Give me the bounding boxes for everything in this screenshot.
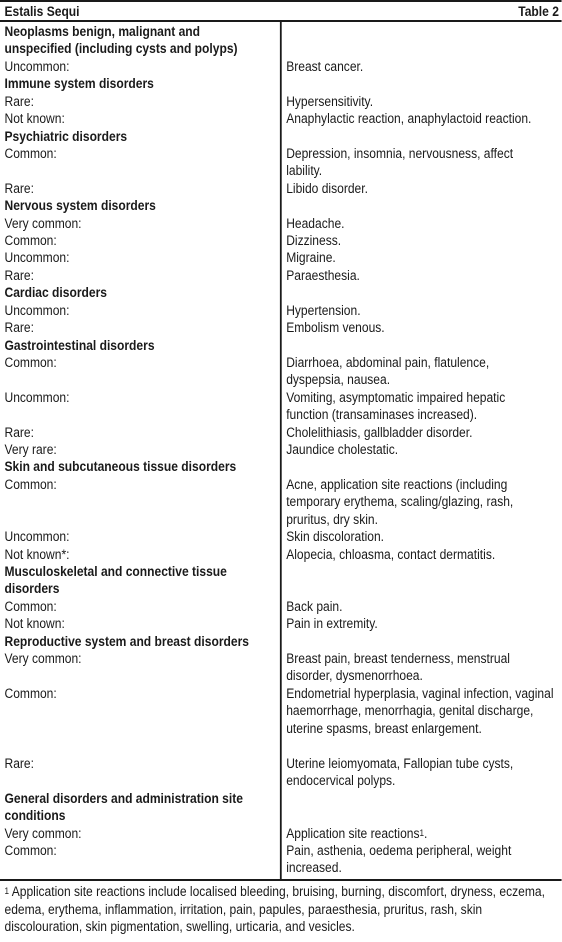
frequency-label: Uncommon: xyxy=(4,59,70,74)
reaction-term: Breast cancer. xyxy=(286,59,364,74)
frequency-label: Not known: xyxy=(4,111,65,126)
reaction-term: Pain, asthenia, oedema peripheral, weight increased. xyxy=(286,843,512,876)
reaction-term: Skin discoloration. xyxy=(286,529,385,544)
footnote-text: Application site reactions include localised bleeding, bruising, burning, discomfort, dryness, eczema, edema, erythema, inflammation, irritation, pain, papules, paraesthesia, pruritus, rash, skin discolouration, skin pigmentation, swelling, urticaria, and vesicles. xyxy=(4,884,545,935)
reaction-term: Hypertension. xyxy=(286,303,361,318)
reaction-term: Uterine leiomyomata, Fallopian tube cysts, endocervical polyps. xyxy=(286,756,514,789)
reaction-term: Hypersensitivity. xyxy=(286,94,374,109)
reaction-term: Acne, application site reactions (including temporary erythema, scaling/glazing, rash, pruritus, dry skin. xyxy=(286,477,514,527)
section-heading: Gastrointestinal disorders xyxy=(4,338,155,353)
frequency-label: Rare: xyxy=(4,268,34,283)
reaction-term: Libido disorder. xyxy=(286,181,368,196)
footnote xyxy=(5,883,559,936)
section-heading: Neoplasms benign, malignant and unspecified (including cysts and polyps) xyxy=(4,24,238,57)
frequency-label: Very common: xyxy=(4,826,82,841)
frequency-label: Uncommon: xyxy=(4,303,70,318)
reaction-term: Cholelithiasis, gallbladder disorder. xyxy=(286,425,473,440)
frequency-label: Very rare: xyxy=(4,442,57,457)
section-heading: Nervous system disorders xyxy=(4,198,156,213)
frequency-label: Very common: xyxy=(4,651,82,666)
reaction-term: Back pain. xyxy=(286,599,343,614)
column-divider xyxy=(280,22,282,879)
footnote-ref: 1 xyxy=(419,828,425,838)
frequency-label: Common: xyxy=(4,843,57,858)
reaction-term: Jaundice cholestatic. xyxy=(286,442,399,457)
reaction-term: Headache. xyxy=(286,216,345,231)
section-heading: Cardiac disorders xyxy=(4,285,107,300)
frequency-label: Very common: xyxy=(4,216,82,231)
frequency-label: Common: xyxy=(4,146,57,161)
reaction-term: Application site reactions$^1$. xyxy=(286,826,428,841)
frequency-label: Rare: xyxy=(4,320,34,335)
frequency-label: Rare: xyxy=(4,756,34,771)
frequency-label: Not known*: xyxy=(4,547,70,562)
section-heading: Musculoskeletal and connective tissue disorders xyxy=(4,564,227,597)
reaction-term: Endometrial hyperplasia, vaginal infection, vaginal haemorrhage, menorrhagia, genital discharge, uterine spasms, breast enlargement. xyxy=(286,686,554,736)
adverse-reactions-table xyxy=(0,22,562,879)
frequency-label: Uncommon: xyxy=(4,250,70,265)
frequency-label: Common: xyxy=(4,686,57,701)
reaction-term: Embolism venous. xyxy=(286,320,385,335)
frequency-label: Rare: xyxy=(4,425,34,440)
section-heading: Immune system disorders xyxy=(4,76,154,91)
frequency-label: Rare: xyxy=(4,94,34,109)
reaction-term: Depression, insomnia, nervousness, affect lability. xyxy=(286,146,514,179)
footnote-marker: 1 xyxy=(4,886,10,896)
frequency-label: Uncommon: xyxy=(4,390,70,405)
section-heading: General disorders and administration site conditions xyxy=(4,791,243,824)
frequency-label: Uncommon: xyxy=(4,529,70,544)
frequency-label: Common: xyxy=(4,355,57,370)
table-number: Table 2 xyxy=(518,4,559,19)
frequency-label: Common: xyxy=(4,477,57,492)
reaction-term: Vomiting, asymptomatic impaired hepatic function (transaminases increased). xyxy=(286,390,506,423)
reaction-term: Pain in extremity. xyxy=(286,616,378,631)
reaction-term: Diarrhoea, abdominal pain, flatulence, dyspepsia, nausea. xyxy=(286,355,490,388)
reaction-term: Migraine. xyxy=(286,250,336,265)
reaction-term: Anaphylactic reaction, anaphylactoid reaction. xyxy=(286,111,532,126)
reaction-term: Dizziness. xyxy=(286,233,342,248)
reaction-term: Paraesthesia. xyxy=(286,268,360,283)
section-heading: Skin and subcutaneous tissue disorders xyxy=(4,459,237,474)
drug-name: Estalis Sequi xyxy=(4,4,80,19)
reaction-term: Breast pain, breast tenderness, menstrual disorder, dysmenorrhoea. xyxy=(286,651,510,684)
table-bottom-rule xyxy=(0,879,562,881)
frequency-label: Rare: xyxy=(4,181,34,196)
frequency-label: Common: xyxy=(4,233,57,248)
reaction-term: Alopecia, chloasma, contact dermatitis. xyxy=(286,547,496,562)
frequency-label: Common: xyxy=(4,599,57,614)
table-header xyxy=(0,0,562,22)
frequency-label: Not known: xyxy=(4,616,65,631)
section-heading: Psychiatric disorders xyxy=(4,129,128,144)
section-heading: Reproductive system and breast disorders xyxy=(4,634,249,649)
